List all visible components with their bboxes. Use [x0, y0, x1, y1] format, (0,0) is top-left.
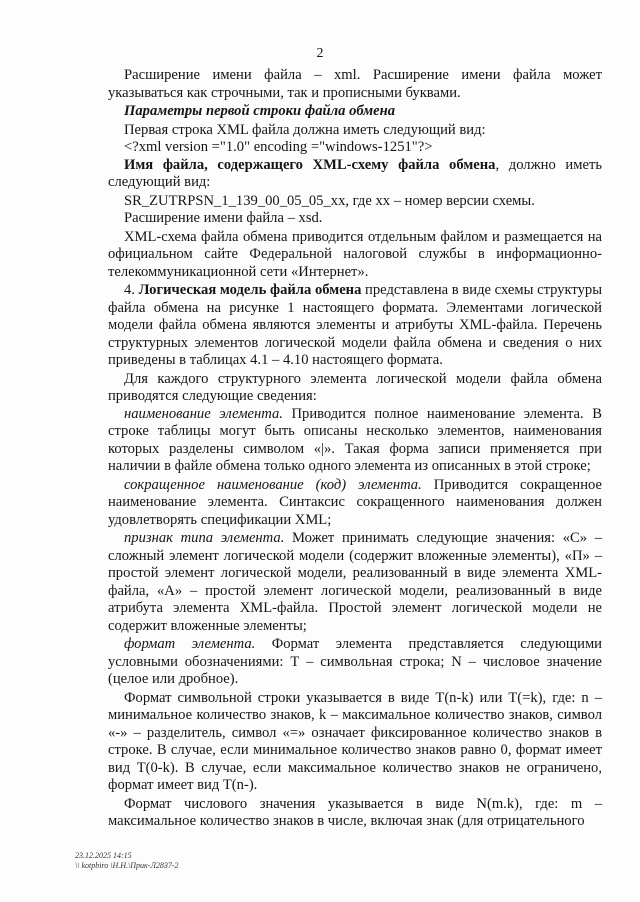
- list-item-element-name: [108, 406, 602, 476]
- paragraph-string-format: Формат символьной строки указывается в виде Т(n-k) или Т(=k), где: n – минимальное количество знаков, k – максимальное количество знаков, символ «-» – разделитель, символ «=» означает фиксированное количество знаков в строке. В случае, если минимальное количество знаков равно 0, формат имеет вид Т(0-k). В случае, если максимальное количество знаков не ограничено, формат имеет вид Т(n-).: [108, 689, 602, 793]
- schema-extension: Расширение имени файла – xsd.: [124, 210, 323, 226]
- page-number: 2: [316, 46, 324, 61]
- footer-stamp: [75, 851, 179, 871]
- element-name-italic: наименование элемента.: [124, 405, 283, 422]
- paragraph-schema-publication: XML-схема файла обмена приводится отдельным файлом и размещается на официальном сайте Федеральной налоговой службы в информационно-телекоммуникационной сети «Интернет».: [108, 228, 602, 280]
- element-name-rest: Приводится полное наименование элемента. В строке таблицы могут быть описаны несколько элементов, наименования которых разделены символом «|». Такая форма записи применяется при наличии в файле обмена только одного элемента из описанных в этой строке;: [108, 405, 602, 474]
- schema-name: SR_ZUTRPSN_1_139_00_05_05_xx, где хх – номер версии схемы.: [124, 192, 535, 209]
- xml-declaration: <?xml version ="1.0" encoding ="windows-1251"?>: [124, 139, 433, 155]
- element-type-rest: Может принимать следующие значения: «С» – сложный элемент логической модели (содержит вложенные элементы), «П» – простой элемент логической модели, реализованный в виде элемента XML-файла, «А» – простой элемент логической модели, реализованный в виде атрибута элемента XML-файла. Простой элемент логической модели не содержит вложенные элементы;: [108, 530, 602, 634]
- element-format-rest: Формат элемента представляется следующими условными обозначениями: Т – символьная строка; N – числовое значение (целое или дробное).: [108, 636, 602, 687]
- logical-model-rest: представлена в виде схемы структуры файла обмена на рисунке 1 настоящего формата. Элементами логической модели файла обмена являются элементы и атрибуты XML-файла. Перечень структурных элементов логической модели файла обмена и сведения о них приведены в таблицах 4.1 – 4.10 настоящего формата.: [108, 282, 603, 368]
- paragraph-element-info: Для каждого структурного элемента логической модели файла обмена приводятся следующие сведения:: [108, 370, 602, 404]
- paragraph-file-extension: Расширение имени файла – xml. Расширение имени файла может указываться как строчными, так и прописными буквами.: [108, 67, 602, 101]
- logical-model-bold: Логическая модель файла обмена: [138, 282, 362, 298]
- schema-filename-rest: , должно иметь следующий вид:: [108, 156, 602, 190]
- document-body: [108, 67, 602, 831]
- element-code-rest: Приводится сокращенное наименование элемента. Синтаксис сокращенного наименования должен удовлетворять спецификации XML;: [108, 476, 602, 528]
- list-item-element-code: [108, 477, 602, 530]
- footer-date: 23.12.2025 14:15: [75, 851, 132, 860]
- logical-model-number: 4.: [124, 282, 139, 298]
- paragraph-number-format: Формат числового значения указывается в виде N(m.k), где: m – максимальное количество знаков в числе, включая знак (для отрицательного: [108, 795, 602, 829]
- paragraph-first-line: Первая строка XML файла должна иметь следующий вид:: [124, 121, 486, 138]
- list-item-element-format: [108, 636, 602, 689]
- element-code-italic: сокращенное наименование (код) элемента.: [124, 476, 422, 493]
- element-format-italic: формат элемента.: [124, 636, 256, 652]
- element-type-italic: признак типа элемента.: [124, 530, 285, 546]
- footer-path: \\ kotpbiro \Н.Н.\Прик-Л2837-2: [75, 861, 179, 870]
- schema-filename-bold: Имя файла, содержащего XML-схему файла обмена: [124, 156, 496, 173]
- list-item-element-type: [108, 530, 602, 635]
- paragraph-logical-model: [108, 282, 602, 370]
- paragraph-schema-filename: [108, 157, 602, 192]
- heading-first-line-params: Параметры первой строки файла обмена: [124, 103, 396, 119]
